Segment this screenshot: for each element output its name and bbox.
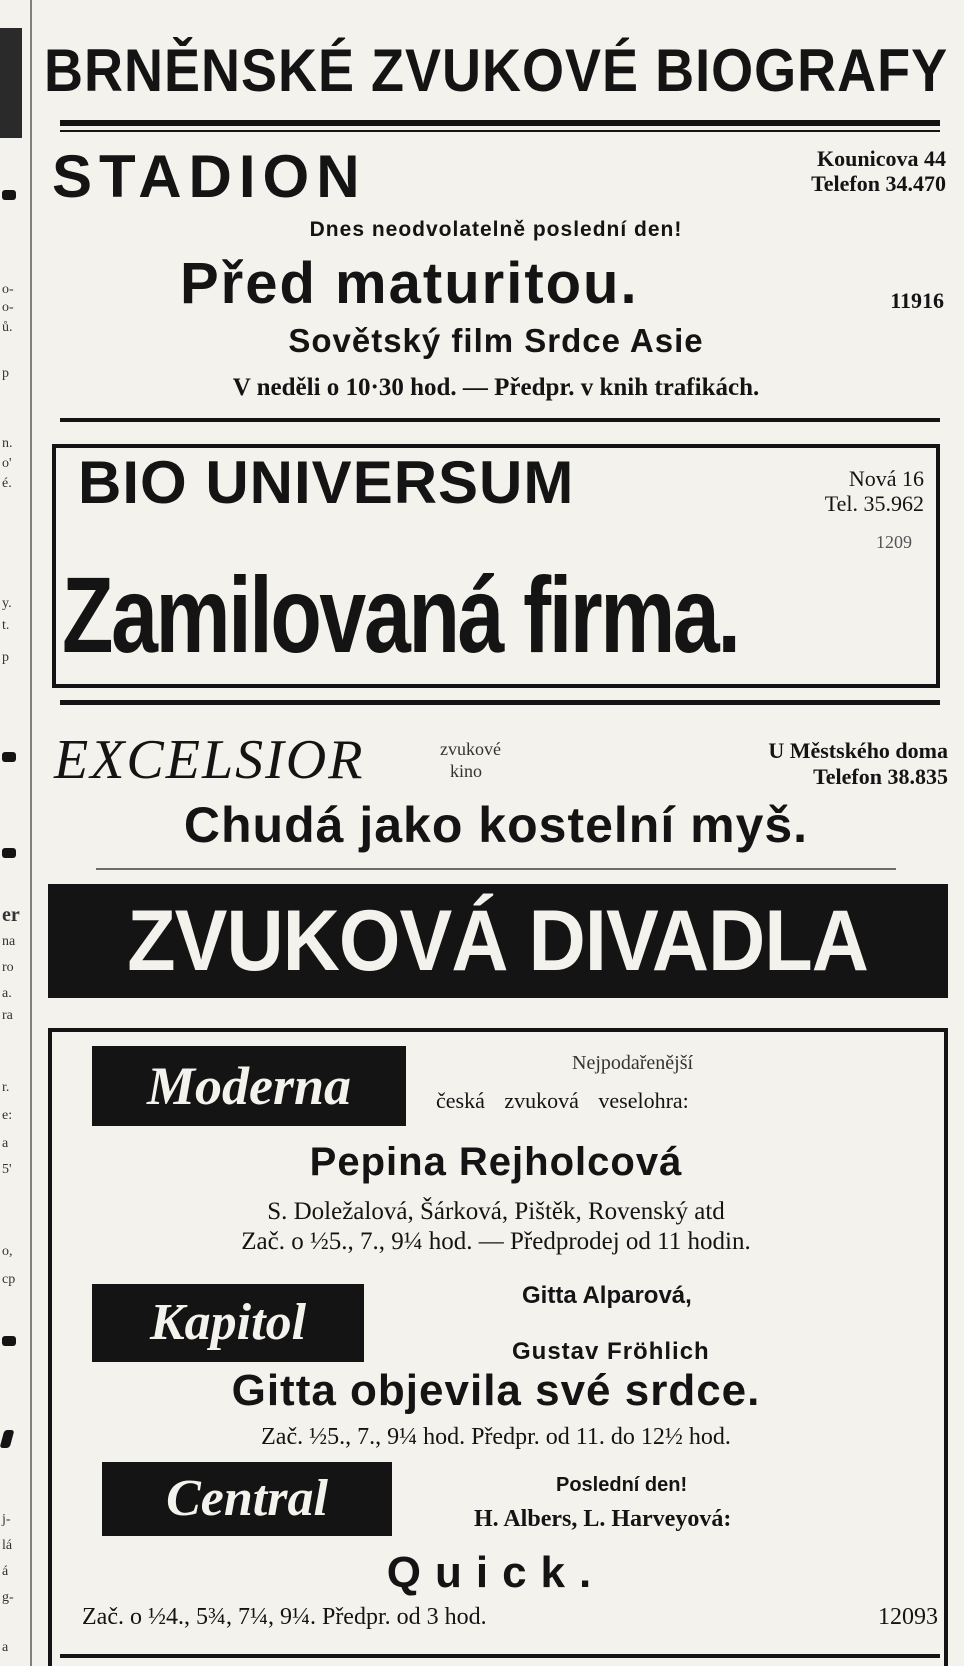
header-rule-thin [60, 130, 940, 132]
cinema-name: STADION [52, 143, 367, 210]
notice: Poslední den! [556, 1474, 688, 1496]
showtimes: Zač. o ½4., 5¾, 7¼, 9¼. Předpr. od 3 hod. [82, 1604, 487, 1630]
cinema-contact [768, 738, 948, 790]
cinema-logo: Kapitol [92, 1284, 364, 1362]
gutter-fragment: r. [2, 1080, 10, 1095]
gutter-bullet [2, 190, 16, 200]
film-title: Před maturitou. [180, 251, 639, 316]
ad-number: 12093 [878, 1604, 938, 1630]
gutter-fragment: p [2, 366, 9, 381]
page-title: BRNĚNSKÉ ZVUKOVÉ BIOGRAFY [44, 37, 949, 105]
gutter-mark [0, 1430, 14, 1448]
cinema-name: EXCELSIOR [54, 729, 365, 791]
banner-text: ZVUKOVÁ DIVADLA [127, 893, 869, 989]
gutter-fragment: o- [2, 282, 14, 297]
cast: Gitta Alparová, [522, 1282, 692, 1309]
cinema-address: Nová 16 [848, 466, 924, 491]
gutter-fragment: o- [2, 300, 14, 315]
cast: S. Doležalová, Šárková, Pištěk, Rovenský atd [267, 1198, 725, 1225]
film-title: Gitta objevila své srdce. [231, 1366, 761, 1415]
gutter-fragment: cp [2, 1272, 16, 1287]
cinema-contact [825, 466, 924, 516]
gutter-fragment: ů. [2, 320, 13, 335]
cinema-phone: Telefon 38.835 [813, 764, 948, 789]
gutter-fragment: na [2, 934, 16, 949]
gutter-fragment: 5' [2, 1162, 12, 1177]
gutter-fragment: a [2, 1640, 9, 1655]
gutter-fragment: a [2, 1136, 9, 1151]
cinema-logo: Central [102, 1462, 392, 1536]
gutter-bullet [2, 752, 16, 762]
film-title: Pepina Rejholcová [309, 1140, 683, 1184]
gutter-bullet [2, 1336, 16, 1346]
gutter-fragment: lá [2, 1538, 13, 1553]
film-title: Chudá jako kostelní myš. [183, 797, 809, 853]
bottom-rule [60, 1654, 940, 1658]
showtimes: Zač. ½5., 7., 9¼ hod. Předpr. od 11. do 12½ hod. [261, 1424, 731, 1450]
gutter-fragment: a. [2, 986, 12, 1001]
gutter-fragment: n. [2, 436, 13, 451]
notice: Nejpodařenější [572, 1052, 694, 1074]
listings-top-rule [48, 1028, 948, 1032]
cast: H. Albers, L. Harveyová: [474, 1506, 732, 1532]
film-title: Zamilovaná firma. [62, 554, 739, 675]
cinema-address: U Městského doma [768, 738, 948, 763]
gutter-fragment: o, [2, 1244, 13, 1259]
gutter-fragment: ro [2, 960, 14, 975]
header-rule [60, 120, 940, 126]
banner [48, 884, 948, 998]
cinema-phone: Tel. 35.962 [824, 491, 924, 516]
gutter-fragment: é. [2, 476, 12, 491]
showtimes: V neděli o 10·30 hod. — Předpr. v knih trafikách. [232, 374, 760, 401]
gutter-dark-bar [0, 28, 22, 138]
showtimes: Zač. o ½5., 7., 9¼ hod. — Předprodej od 11 hodin. [241, 1228, 751, 1255]
gutter-fragment: e: [2, 1108, 13, 1123]
gutter-fragment: g- [2, 1590, 14, 1605]
gutter-fragment: j- [2, 1512, 11, 1527]
cast: Gustav Fröhlich [512, 1338, 710, 1365]
ad-number: 11916 [890, 288, 944, 313]
notice: Dnes neodvolatelně poslední den! [309, 218, 683, 241]
gutter-fragment: er [2, 904, 20, 926]
ad-number: 1209 [876, 532, 912, 552]
notice: česká zvuková veselohra: [436, 1088, 689, 1113]
section-rule [96, 868, 896, 870]
cinema-phone: Telefon 34.470 [811, 171, 946, 196]
cinema-logo: Moderna [92, 1046, 406, 1126]
section-rule [60, 700, 940, 705]
gutter-fragment: á [2, 1564, 9, 1579]
column-divider [30, 0, 32, 1666]
cinema-contact [811, 146, 946, 196]
cinema-name: BIO UNIVERSUM [78, 449, 575, 516]
gutter-fragment: p [2, 650, 9, 665]
gutter-fragment: o' [2, 456, 12, 471]
cinema-kind-line: zvukové [440, 739, 501, 759]
film-title: Quick. [386, 1548, 606, 1597]
gutter-fragment: y. [2, 596, 12, 611]
second-film: Sovětský film Srdce Asie [288, 322, 704, 359]
cinema-kind-line: kino [450, 761, 483, 781]
gutter-bullet [2, 848, 16, 858]
adjacent-column-gutter [0, 0, 34, 1666]
cinema-kind [440, 738, 501, 782]
section-rule [60, 418, 940, 422]
cinema-address: Kounicova 44 [817, 146, 946, 171]
gutter-fragment: ra [2, 1008, 13, 1023]
gutter-fragment: t. [2, 618, 10, 633]
